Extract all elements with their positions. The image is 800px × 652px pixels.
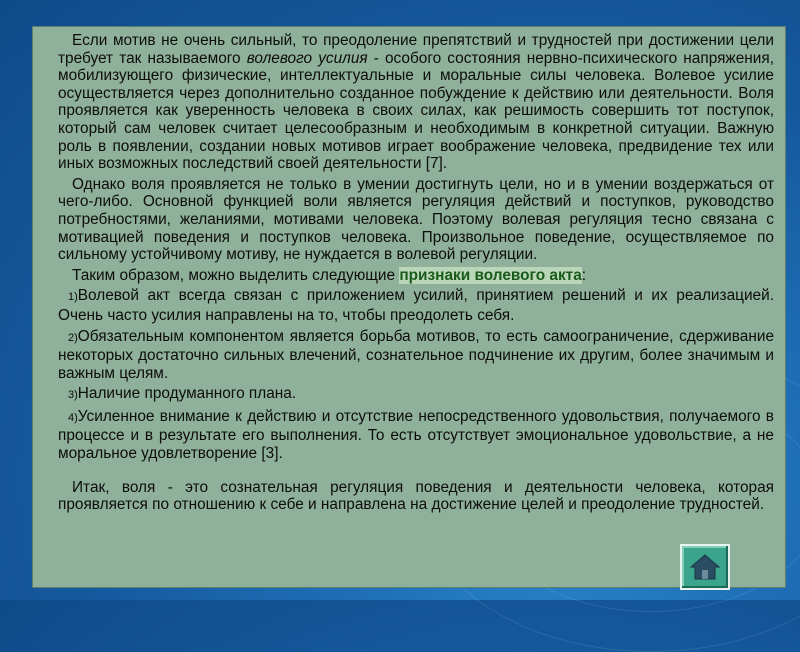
list-number: 4) — [68, 411, 78, 424]
list-item-2: 2)Обязательным компонентом является борьба мотивов, то есть самоограничение, сдерживание некоторых достаточно сильных влечений, сознательное подчинение их другим, более значимым и важным целям. — [58, 327, 774, 382]
home-button[interactable] — [680, 544, 730, 590]
term-volitional-effort: волевого усилия — [246, 49, 368, 67]
paragraph-2: Однако воля проявляется не только в умении достигнуть цели, но и в умении воздержаться от чего-либо. Основной функцией воли является регуляция действий и поступков, руководство потребностями, желаниями, мотивами человека. Поэтому волевая регуляция тесно связана с мотивацией поведения и поступков человека. Произвольное поведение, осуществляемое по сильному устойчивому мотиву, не нуждается в волевой регуляции. — [58, 175, 774, 264]
home-icon — [690, 553, 720, 581]
conclusion-paragraph: Итак, воля - это сознательная регуляция поведения и деятельности человека, которая проявляется по отношению к себе и направлена на достижение целей и преодоление трудностей. — [58, 478, 774, 514]
list-number: 2) — [68, 331, 78, 344]
list-intro: Таким образом, можно выделить следующие признаки волевого акта: — [72, 266, 587, 284]
list-number: 3) — [68, 389, 78, 402]
list-item-1: 1)Волевой акт всегда связан с приложением усилий, принятием решений и их реализацией. Очень часто усилия направлены на то, чтобы преодолеть себя. — [58, 287, 774, 324]
slide-text — [58, 32, 774, 517]
list-item-3: 3)Наличие продуманного плана. — [68, 385, 297, 403]
highlight-term: признаки волевого акта — [399, 266, 582, 284]
paragraph-1: Если мотив не очень сильный, то преодоление препятствий и трудностей при достижении цели требует так называемого волевого усилия - особого состояния нервно-психического напряжения, мобилизующего физические, интеллектуальные и моральные силы человека. Волевое усилие осуществляется через дополнительно созданное побуждение к действию или деятельности. Воля проявляется как уверенность человека в своих силах, как решимость совершить тот поступок, который сам человек считает целесообразным и необходимым в конкретной ситуации. Важную роль в появлении, создании новых мотивов играет воображение человека, предвидение тех или иных возможных последствий своей деятельности [7]. — [58, 32, 774, 173]
list-number: 1) — [68, 291, 78, 304]
list-item-4: 4)Усиленное внимание к действию и отсутствие непосредственного удовольствия, получаемого в процессе и в результате его выполнения. То есть отсутствует эмоциональное удовольствие, а не моральное удовлетворение [3]. — [58, 407, 774, 463]
